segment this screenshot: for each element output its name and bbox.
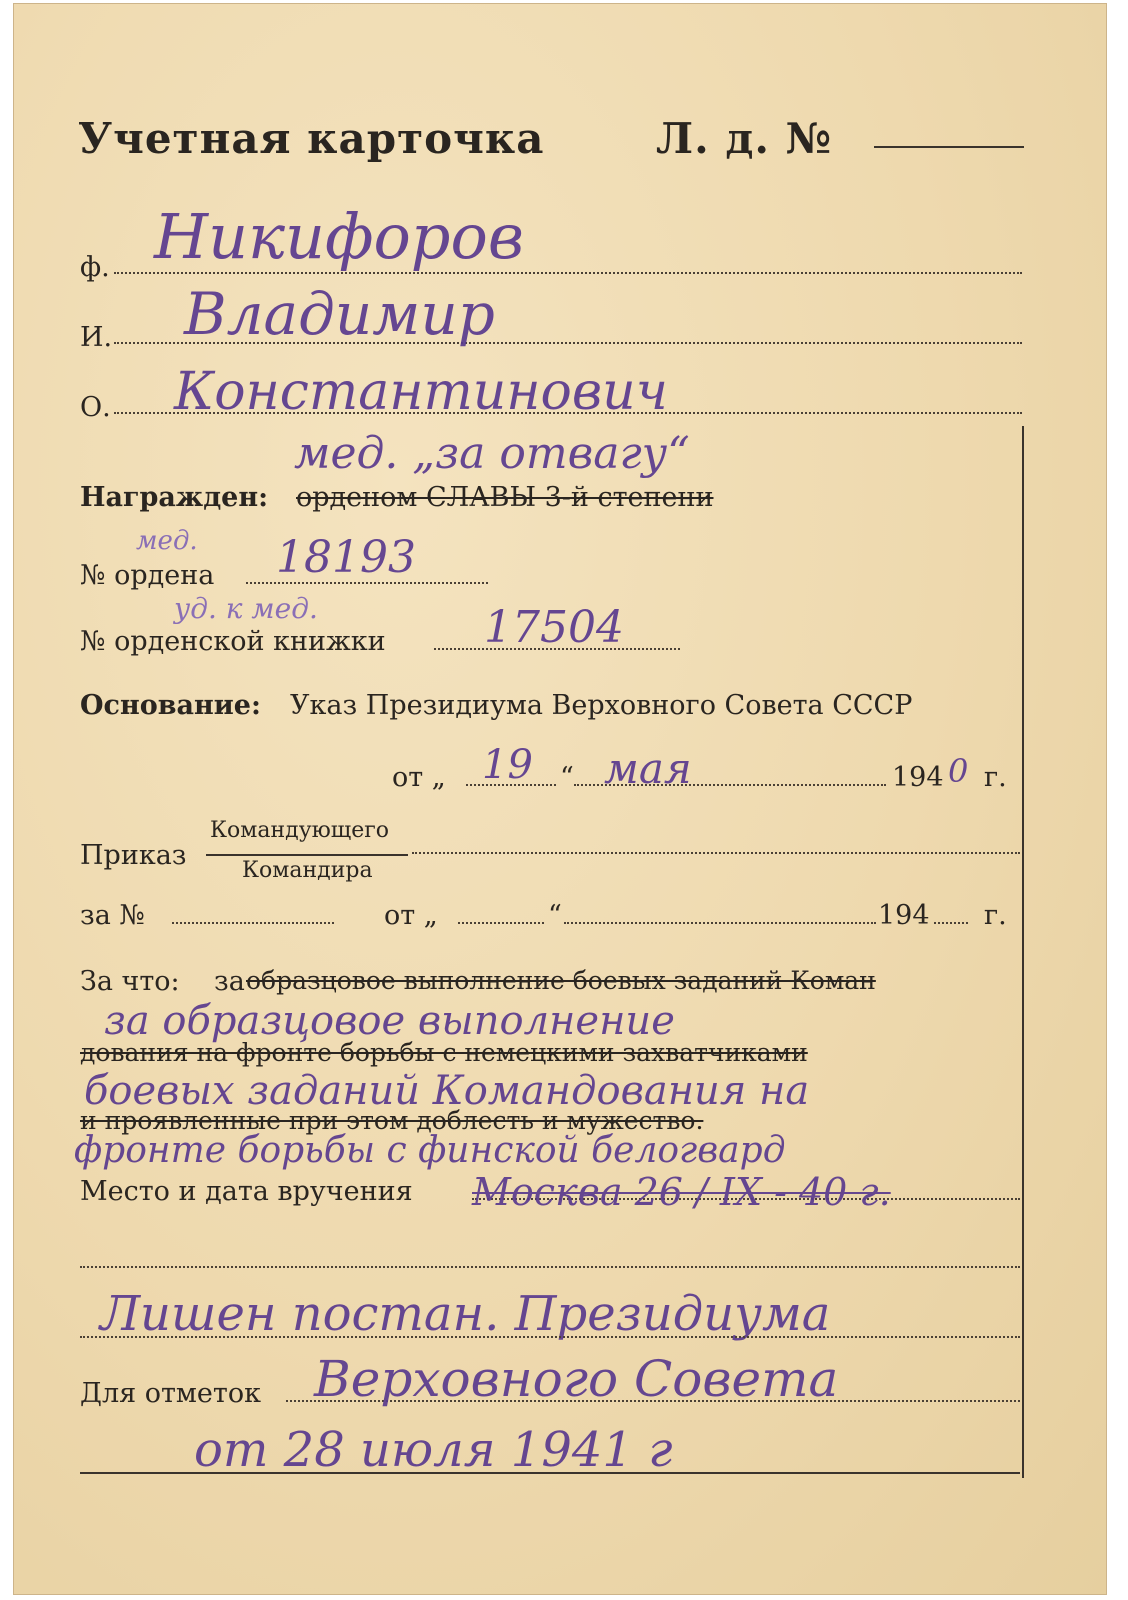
notes-label: Для отметок [80, 1378, 261, 1409]
order-date-prefix: от „ [384, 900, 438, 931]
file-number-label: Л. д. № [656, 114, 833, 163]
award-printed-struck: орденом СЛАВЫ 3-й степени [296, 482, 714, 513]
bottom-rule [80, 1472, 1020, 1474]
basis-date-prefix: от „ [392, 762, 446, 793]
award-handwritten: мед. „за отвагу“ [294, 428, 690, 479]
basis-year-printed: 194 [892, 762, 944, 793]
order-label: Приказ [80, 840, 187, 871]
reason-printed-line-3: и проявленные при этом доблесть и мужество. [80, 1106, 704, 1135]
award-record-card [14, 4, 1106, 1594]
order-number-label-za: за № [80, 900, 145, 931]
name-handwritten: Владимир [184, 280, 495, 348]
reason-printed-line-1: образцовое выполнение боевых заданий Коман [246, 966, 876, 995]
order-number-handwritten: 18193 [276, 532, 416, 583]
surname-label: ф. [80, 252, 110, 283]
right-border-rule [1022, 426, 1024, 1478]
order-year-line [934, 922, 968, 924]
basis-year-handwritten: 0 [948, 752, 969, 790]
notes-handwritten-line-3: от 28 июля 1941 г [194, 1422, 673, 1478]
basis-text: Указ Президиума Верховного Совета СССР [290, 690, 913, 721]
patronymic-label: О. [80, 392, 111, 423]
order-year-suffix: г. [984, 900, 1007, 931]
basis-day-handwritten: 19 [482, 742, 533, 788]
delivery-handwritten: Москва 26 / IX - 40 г. [472, 1170, 891, 1214]
order-variant-commander-bottom: Командира [242, 858, 373, 883]
reason-handwritten-line-1: за образцовое выполнение [104, 998, 675, 1044]
basis-label: Основание: [80, 690, 261, 721]
order-year-printed: 194 [878, 900, 930, 931]
reason-handwritten-line-2: боевых заданий Командования на [84, 1068, 810, 1114]
order-number-line-za [172, 922, 334, 924]
patronymic-handwritten: Константинович [174, 362, 668, 422]
delivery-extra-line [80, 1266, 1020, 1268]
order-day-line [458, 922, 544, 924]
surname-handwritten: Никифоров [154, 200, 524, 273]
order-variant-separator [206, 854, 408, 856]
awarded-label: Награжден: [80, 482, 269, 513]
order-number-hand-prefix: мед. [136, 526, 198, 556]
basis-quote-close: “ [560, 762, 574, 793]
order-author-line [412, 852, 1020, 854]
order-quote-close: “ [548, 900, 562, 931]
notes-handwritten-line-2: Верховного Совета [314, 1350, 839, 1408]
file-number-line [874, 146, 1024, 148]
order-variant-commander-top: Командующего [210, 818, 390, 843]
reason-label: За что: [80, 966, 180, 997]
reason-printed-prefix: за [214, 966, 245, 997]
order-book-label: № орденской книжки [80, 626, 386, 657]
delivery-label: Место и дата вручения [80, 1176, 413, 1207]
name-label: И. [80, 322, 113, 353]
order-book-handwritten: 17504 [484, 602, 624, 653]
order-book-hand-prefix: уд. к мед. [174, 592, 318, 625]
basis-year-suffix: г. [984, 762, 1007, 793]
notes-line-1 [80, 1336, 1020, 1338]
reason-printed-line-2: дования на фронте борьбы с немецкими захватчиками [80, 1038, 808, 1067]
card-title: Учетная карточка [78, 114, 545, 163]
notes-handwritten-line-1: Лишен постан. Президиума [100, 1286, 831, 1342]
order-number-label: № ордена [80, 560, 215, 591]
reason-handwritten-line-3: фронте борьбы с финской белогвард [74, 1130, 786, 1171]
order-month-line [564, 922, 876, 924]
basis-month-handwritten: мая [604, 744, 692, 793]
